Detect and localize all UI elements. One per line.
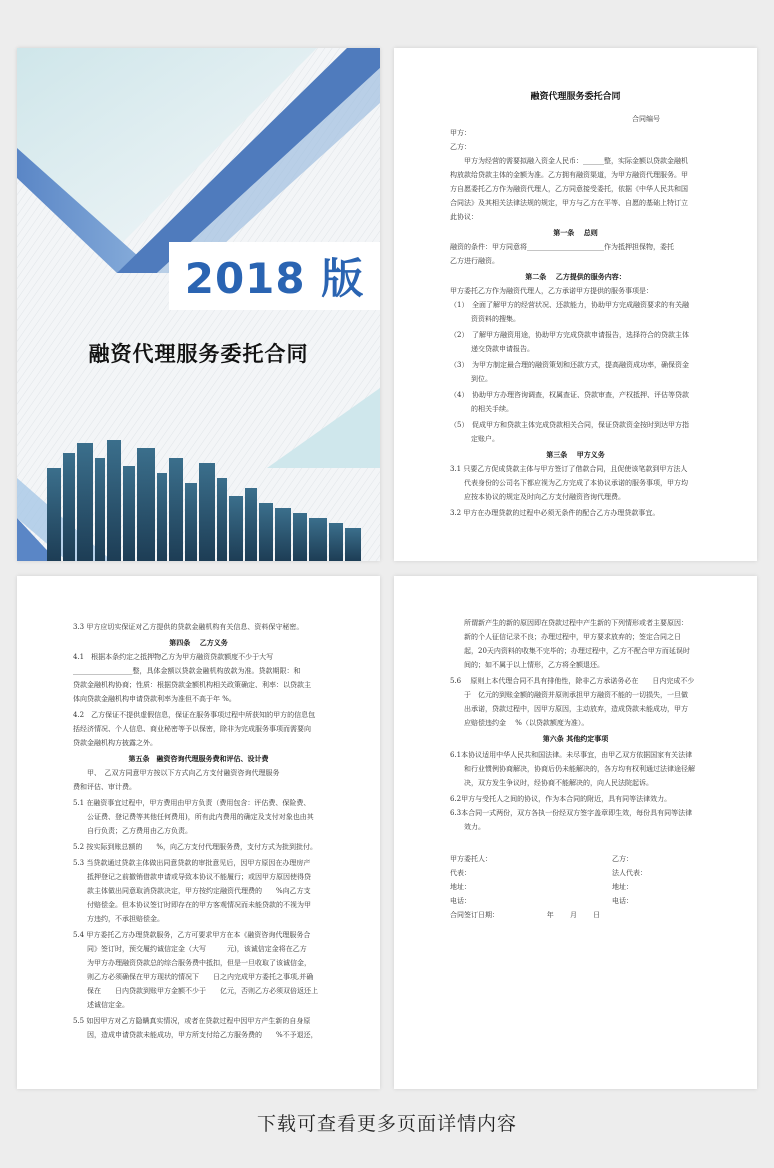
- document-title: 融资代理服务委托合同: [530, 92, 621, 102]
- text-line: 为甲方办理融资贷款总的综合服务费中抵扣，但是一旦收取了该诚信金，: [73, 959, 311, 967]
- text-line: 费和评估、审计费。: [73, 783, 136, 791]
- sign-party-b: 乙方：: [612, 855, 633, 863]
- text-line: 体向贷款金融机构申请贷款利率为准但不高于年 %。: [73, 695, 236, 703]
- section-heading: 第五条 融资咨询代理服务费和评估、设计费: [128, 754, 269, 763]
- text-line: 5.4 甲方委托乙方办理贷款服务，乙方可要求甲方在本《融资咨询代理服务合: [73, 931, 311, 939]
- text-line: 甲方：: [450, 129, 471, 137]
- text-line: 资资料的搜集。: [450, 315, 520, 323]
- download-caption: 下载可查看更多页面详情内容: [256, 1113, 517, 1135]
- text-line: 和行业惯例协商解决，协商后仍未能解决的，各方均有权利通过法律途径解: [450, 765, 695, 773]
- text-line: 5.2 按实际到账总额的 %，向乙方支付代理服务费，支付方式为批到批付。: [73, 843, 318, 851]
- page-3-text: [394, 576, 757, 1089]
- text-line: （1） 全面了解甲方的经营状况、还款能力，协助甲方完成融资要求的有关融: [450, 301, 689, 309]
- text-line: 合同法》及其相关法律法规的规定，甲方与乙方在平等、自愿的基础上特订立: [450, 199, 688, 207]
- text-line: 贷款金融机构协商；性质：根据贷款金额机构相关政策确定、利率：以贷款主: [73, 681, 311, 689]
- section-heading: 第一条 总则: [553, 228, 598, 237]
- cover-page: [17, 48, 380, 561]
- page-2-text: [17, 576, 380, 1089]
- text-line: 出承诺，贷款过程中，因甲方原因，主动放弃，造成贷款未能成功，甲方: [450, 705, 688, 713]
- section-heading: 第二条 乙方提供的服务内容：: [525, 272, 626, 281]
- text-line: 3.2 甲方在办理贷款的过程中必须无条件的配合乙方办理贷款事宜。: [450, 509, 660, 517]
- text-line: 款主体做出同意取消贷款决定，甲方按约定融资代理费的 %向乙方支: [73, 887, 311, 895]
- text-line: 应按本协议的规定及时向乙方支付融资咨询代理费。: [450, 493, 625, 501]
- text-line: 新的个人征信记录不良；办理过程中，甲方要求放弃的；签定合同之日: [450, 633, 681, 641]
- text-line: 5.6 原则上本代理合同不具有排他性，除非乙方承诺务必在 日内完成不少: [450, 677, 695, 685]
- text-line: 定账户。: [450, 435, 499, 443]
- sign-party-a: 甲方委托人：: [450, 855, 492, 863]
- text-line: 构放款给贷款主体的金额为准。乙方拥有融资渠道，为甲方融资代理服务。甲: [450, 171, 688, 179]
- text-line: 效力。: [450, 823, 485, 831]
- sign-rep: 代表：: [450, 869, 471, 877]
- text-line: 甲方为经营的需要拟融入资金人民币：______整，实际金额以贷款金融机: [450, 157, 688, 165]
- text-line: 方自愿委托乙方作为融资代理人，乙方同意接受委托，依据《中华人民共和国: [450, 185, 688, 193]
- text-line: 5.3 当贷款通过贷款主体做出同意贷款的审批意见后，因甲方原因在办理房产: [73, 859, 311, 867]
- text-line: 5.1 在融资事宜过程中，甲方费用由甲方负责（费用包含：评估费、保险费、: [73, 799, 311, 807]
- text-line: 决，双方发生争议时，经协商不能解决的，向人民法院起诉。: [450, 779, 653, 787]
- document-page-3: [394, 576, 757, 1089]
- cover-title: 融资代理服务委托合同: [88, 342, 309, 366]
- text-line: 于 亿元的到账金额的融资并原则承担甲方融资不能的一切损失，一旦做: [450, 691, 688, 699]
- text-line: 自行负责；乙方费用由乙方负责。: [73, 827, 192, 835]
- text-line: （2） 了解甲方融资用途，协助甲方完成贷款申请报告，选择符合的贷款主体: [450, 331, 689, 339]
- sign-tel-a: 电话：: [450, 897, 471, 905]
- text-line: 贷款金融机构方披露之外。: [73, 739, 157, 747]
- text-line: 融资的条件：甲方同意将______________________作为抵押担保物，委托: [450, 243, 674, 251]
- text-line: 方违约，不承担赔偿金。: [73, 915, 164, 923]
- text-line: 所谓新产生的新的原因即在贷款过程中产生新的下列情形或者主要原因：: [450, 619, 688, 627]
- section-heading: 第四条 乙方义务: [169, 638, 228, 647]
- text-line: （5） 促成甲方和贷款主体完成贷款相关合同，保证贷款资金按时到达甲方指: [450, 421, 689, 429]
- text-line: 保在 日内贷款到账甲方金额不少于 亿元，否则乙方必须双倍返还上: [73, 987, 318, 995]
- text-line: 6.3本合同一式两份，双方各执一份经双方签字盖章即生效，每份具有同等法律: [450, 809, 693, 817]
- text-line: 述诚信定金。: [73, 1001, 129, 1009]
- text-line: 4.2 乙方保证不提供虚假信息，保证在服务事项过程中所获知的甲方的信息包: [73, 711, 316, 719]
- text-line: 则乙方必须确保在甲方现状的情况下 日之内完成甲方委托之事项,并确: [73, 973, 314, 981]
- text-line: 括经济情况、个人信息、商业秘密等予以保密，除非为完成服务事项而需要向: [73, 725, 311, 733]
- document-page-1: [394, 48, 757, 561]
- text-line: 5.5 如因甲方对乙方隐瞒真实情况，或者在贷款过程中因甲方产生新的自身原: [73, 1017, 311, 1025]
- text-line: 乙方进行融资。: [450, 257, 499, 265]
- text-line: 代表身份的公司名下都应视为乙方完成了本协议承诺的服务事项，甲方均: [450, 479, 688, 487]
- sign-date: 合同签订日期： 年 月 日: [450, 911, 601, 919]
- text-line: （3） 为甲方制定最合理的融资策划和还款方式，提高融资成功率，确保资金: [450, 361, 689, 369]
- text-line: 此协议：: [450, 213, 478, 221]
- text-line: 3.1 只要乙方促成贷款主体与甲方签订了借款合同，且促使该笔款到甲方法人: [450, 465, 688, 473]
- text-line: 抵押登记之前撤销借款申请或导致本协议不能履行；或因甲方原因使得贷: [73, 873, 311, 881]
- text-line: 到位。: [450, 375, 492, 383]
- text-line: 起，20天内资料的收集不完毕的；办理过程中，乙方不配合甲方而延误时: [450, 647, 690, 655]
- sign-address-a: 地址：: [450, 883, 471, 891]
- page-1-text: [394, 48, 757, 561]
- text-line: 因，造成申请贷款未能成功，甲方所支付给乙方服务费的 %不予退还，: [73, 1031, 318, 1039]
- text-line: 甲、 乙双方同意甲方按以下方式向乙方支付融资咨询代理服务: [73, 769, 280, 777]
- text-line: 3.3 甲方应切实保证对乙方提供的贷款金融机构有关信息、资料保守秘密。: [73, 623, 304, 631]
- text-line: 6.1本协议适用中华人民共和国法律。未尽事宜，由甲乙双方依据国家有关法律: [450, 751, 693, 759]
- cover-year: 2018 版: [184, 254, 365, 303]
- text-line: 付赔偿金。但本协议签订时即存在的甲方客观情况而未能贷款的不视为甲: [73, 901, 311, 909]
- section-heading: 第六条 其他约定事项: [542, 734, 609, 743]
- text-line: 6.2甲方与受托人之间的协议，作为本合同的附近，具有同等法律效力。: [450, 795, 672, 803]
- text-line: 公证费、登记费等其他任何费用)，所有此内费用的确定及支付对象也由其: [73, 813, 314, 821]
- document-page-2: [17, 576, 380, 1089]
- section-heading: 第三条 甲方义务: [546, 450, 605, 459]
- text-line: 乙方：: [450, 143, 471, 151]
- text-line: 应赔偿违约金 %（以贷款额度为准）。: [450, 719, 589, 727]
- year-badge: [169, 242, 380, 310]
- text-line: _________________整，具体金额以贷款金融机构放款为准。贷款期限：和: [73, 667, 301, 675]
- text-line: 甲方委托乙方作为融资代理人，乙方承诺甲方提供的服务事项是：: [450, 287, 653, 295]
- text-line: 同》签订时，预交履约诚信定金（大写 元)，该诚信定金将在乙方: [73, 945, 307, 953]
- sign-legal-rep: 法人代表：: [612, 869, 647, 877]
- text-line: 递交贷款申请报告。: [450, 345, 534, 353]
- sign-tel-b: 电话：: [612, 897, 633, 905]
- text-line: 间的；如不属于以上情形，乙方将全额退还。: [450, 661, 604, 669]
- sign-address-b: 地址：: [612, 883, 633, 891]
- text-line: （4） 协助甲方办理咨询调查，权属查证、贷款审查，产权抵押、评估等贷款: [450, 391, 689, 399]
- contract-number-label: 合同编号: [632, 115, 660, 123]
- text-line: 4.1 根据本条约定之抵押物乙方为甲方融资贷款额度不少于大写: [73, 653, 274, 661]
- text-line: 的相关手续。: [450, 405, 513, 413]
